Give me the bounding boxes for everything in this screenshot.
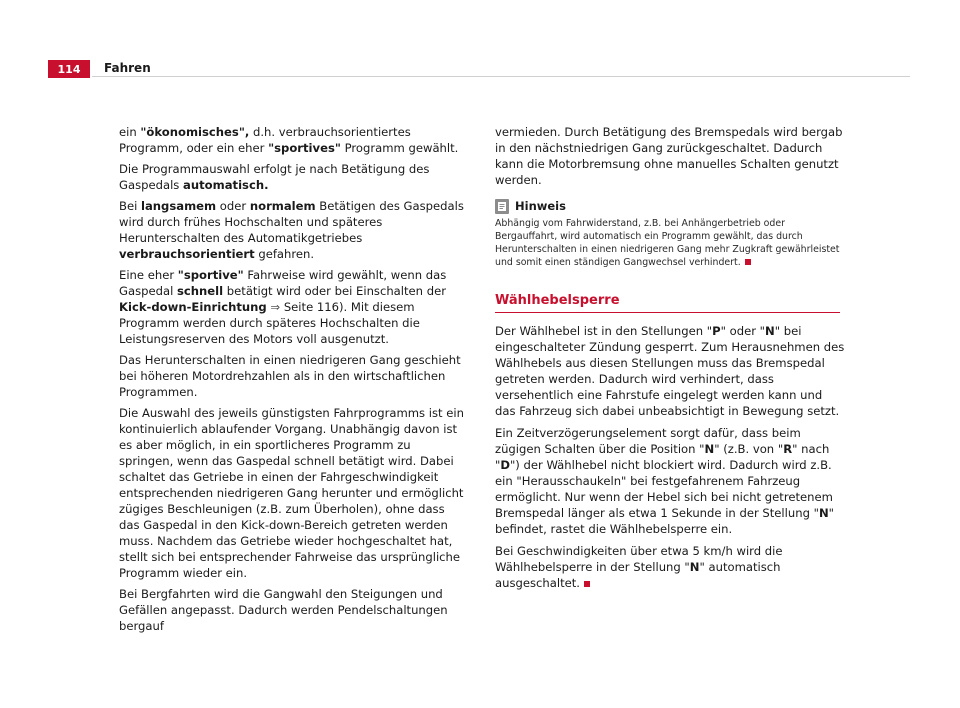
end-of-section-icon [584,581,590,587]
note-title: Hinweis [515,199,566,213]
header-divider [92,76,910,77]
paragraph: Bei Bergfahrten wird die Gangwahl den Steigungen und Gefällen angepasst. Dadurch werden Pendelschaltungen bergauf [119,587,448,633]
right-column [495,124,845,597]
section-title: Wählhebelsperre [495,293,840,313]
paragraph: Bei langsamem oder normalem Betätigen des Gaspedals wird durch frühes Hochschalten und späteres Herunterschalten des Automatikgetriebes verbrauchsorientiert gefahren. [119,199,464,261]
note-icon [495,199,509,214]
page-number: 114 [48,60,90,78]
section-body [495,323,845,591]
paragraph: ein "ökonomisches", d.h. verbrauchsorientiertes Programm, oder ein eher "sportives" Programm gewählt. [119,125,459,155]
paragraph: Ein Zeitverzögerungselement sorgt dafür, dass beim zügigen Schalten über die Position "N" (z.B. von "R" nach "D") der Wählhebel nicht blockiert wird. Dadurch wird z.B. ein "Herausschaukeln" bei festgefahrenem Fahrzeug ermöglicht. Nur wenn der Hebel sich bei nicht getretenem Bremspedal länger als etwa 1 Sekunde in der Stellung "N" befindet, rastet die Wählhebelsperre ein. [495,426,834,536]
left-column [119,124,467,639]
chapter-title: Fahren [104,61,151,75]
end-of-section-icon [745,259,751,265]
paragraph: Die Auswahl des jeweils günstigsten Fahrprogramms ist ein kontinuierlich ablaufender Vorgang. Unabhängig davon ist es aber möglich, in ein sportlicheres Programm zu springen, wenn das Gaspedal schnell betätigt wird. Dabei schaltet das Getriebe in einen der Fahrgeschwindigkeit entsprechenden niedrigeren Gang herunter und ermöglicht zügiges Beschleunigen (z.B. zum Überholen), ohne dass das Gaspedal in den Kick-down-Bereich getreten werden muss. Nachdem das Getriebe wieder hochgeschaltet hat, stellt sich bei entsprechender Fahrweise das ursprüngliche Programm wieder ein. [119,406,464,580]
paragraph: Der Wählhebel ist in den Stellungen "P" oder "N" bei eingeschalteter Zündung gesperrt. Zum Herausnehmen des Wählhebels aus diesen Stellungen muss das Bremspedal getreten werden. Dadurch wird verhindert, dass versehentlich eine Fahrstufe eingelegt werden kann und das Fahrzeug sich dabei unbeabsichtigt in Bewegung setzt. [495,324,845,418]
paragraph: Eine eher "sportive" Fahrweise wird gewählt, wenn das Gaspedal schnell betätigt wird oder bei Einschalten der Kick-down-Einrichtung ⇒ Seite 116). Mit diesem Programm werden durch späteres Hochschalten die Leistungsreserven des Motors voll ausgenutzt. [119,268,447,346]
paragraph: Das Herunterschalten in einen niedrigeren Gang geschieht bei höheren Motordrehzahlen als in den wirtschaftlichen Programmen. [119,353,461,399]
paragraph: vermieden. Durch Betätigung des Bremspedals wird bergab in den nächstniedrigen Gang zurückgeschaltet. Dadurch kann die Motorbremsung ohne manuelles Schalten genutzt werden. [495,125,843,187]
note-header [495,198,845,214]
paragraph: Bei Geschwindigkeiten über etwa 5 km/h wird die Wählhebelsperre in der Stellung "N" automatisch ausgeschaltet. [495,544,783,590]
cross-reference-arrow-icon[interactable]: ⇒ [266,300,284,314]
paragraph: Die Programmauswahl erfolgt je nach Betätigung des Gaspedals automatisch. [119,162,430,192]
note-text: Abhängig vom Fahrwiderstand, z.B. bei Anhängerbetrieb oder Bergauffahrt, wird automatisch ein Programm gewählt, das durch Herunterschalten in einen niedrigeren Gang mehr Zugkraft gewährleistet und somit einen ständigen Gangwechsel verhindert. [495,218,840,268]
